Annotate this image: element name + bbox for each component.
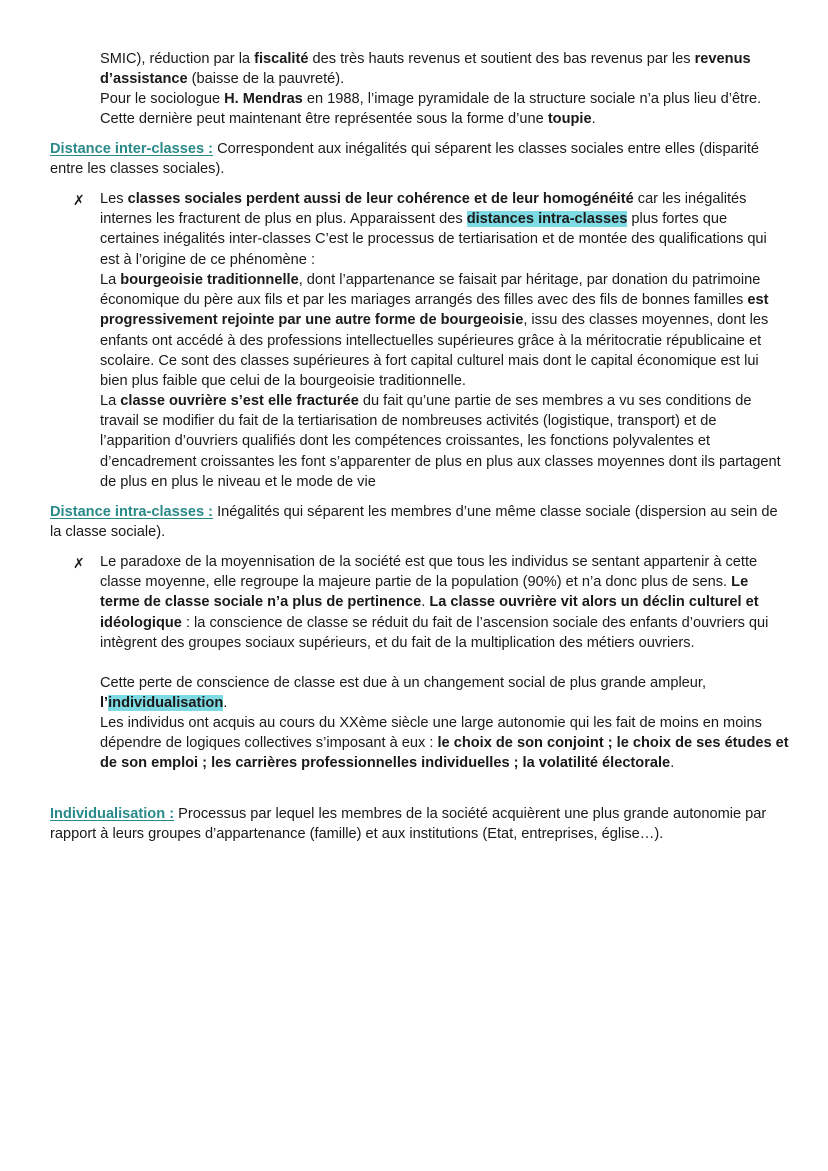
text: .	[421, 594, 430, 611]
definition-text: Inégalités qui séparent les membres d’une même classe sociale (dispersion au sein de la classe sociale).	[50, 504, 778, 541]
bullet1-paragraph-3	[100, 391, 790, 492]
definition-term: Distance inter-classes :	[50, 141, 214, 157]
bold-text: Le terme de classe sociale n’a plus de pertinence	[100, 574, 749, 611]
definition-intra-classes	[50, 502, 790, 542]
bold-text: est progressivement rejointe par une autre forme de bourgeoisie	[100, 292, 769, 329]
text: Le paradoxe de la moyennisation de la société est que tous les individus se sentant appartenir à cette classe moyenne, elle regroupe la majeure partie de la population (90%) et n’a donc plus de sens.	[100, 554, 758, 591]
bold-text: fiscalité	[254, 51, 309, 67]
text: .	[223, 695, 228, 712]
text: Les individus ont acquis au cours du XXème siècle une large autonomie qui les fait de moins en moins dépendre de logiques collectives s’imposant à eux :	[100, 715, 762, 752]
definition-term: Individualisation :	[50, 806, 175, 822]
text: en 1988, l’image pyramidale de la structure sociale n’a plus lieu d’être. Cette dernière peut maintenant être représentée sous la forme d’une	[100, 91, 762, 128]
bold-text: bourgeoisie traditionnelle	[120, 272, 299, 288]
text: .	[591, 111, 596, 128]
bullet1-paragraph-2	[100, 270, 790, 391]
cross-bullet-icon: ✗	[73, 192, 85, 208]
text: , dont l’appartenance se faisait par héritage, par donation du patrimoine économique du père aux fils et par les mariages arrangés des filles avec des fils de bonnes familles	[100, 272, 761, 309]
text: (baisse de la pauvreté).	[187, 71, 345, 88]
definition-text: Processus par lequel les membres de la société acquièrent une plus grande autonomie par rapport à leurs groupes d’appartenance (famille) et aux institutions (Etat, entreprises, église…).	[50, 806, 767, 843]
text: SMIC), réduction par la	[100, 51, 255, 67]
bold-text: toupie	[547, 111, 592, 128]
bullet2-paragraph-3	[100, 713, 790, 774]
text: car les inégalités internes les fracturent de plus en plus. Apparaissent des	[100, 191, 747, 228]
text: des très hauts revenus et soutient des bas revenus par les	[308, 51, 695, 67]
highlighted-text: individualisation	[108, 695, 224, 712]
bold-text: l’	[100, 695, 109, 712]
text: Cette perte de conscience de classe est due à un changement social de plus grande ampleur,	[100, 675, 707, 691]
bold-text: le choix de son conjoint ; le choix de ses études et de son emploi ; les carrières professionnelles individuelles ; la volatilité électorale	[100, 735, 789, 772]
definition-term: Distance intra-classes :	[50, 504, 214, 520]
text: , issu des classes moyennes, dont les enfants ont accédé à des professions intellectuelles supérieures grâce à la méritocratie républicaine et scolaire. Ce sont des classes supérieures à fort capital culturel mais dont le capital économique est lui bien plus faible que celui de la bourgeoisie traditionnelle.	[100, 312, 769, 390]
cross-bullet-icon: ✗	[73, 555, 85, 571]
intro-paragraph-1	[100, 49, 790, 89]
text: Les	[100, 191, 128, 207]
bullet2-paragraph-1	[100, 552, 790, 653]
bold-text: H. Mendras	[224, 91, 303, 107]
bold-text: classe ouvrière s’est elle fracturée	[120, 393, 359, 409]
bullet1-paragraph-1	[100, 189, 790, 270]
definition-inter-classes	[50, 139, 790, 179]
intro-paragraph-2	[100, 89, 790, 129]
bold-text: La classe ouvrière vit alors un déclin culturel et idéologique	[100, 594, 759, 631]
bold-text: classes sociales perdent aussi de leur cohérence et de leur homogénéité	[127, 191, 634, 207]
text: plus fortes que certaines inégalités inter-classes C’est le processus de tertiarisation et de montée des qualifications qui est à l’origine de ce phénomène :	[100, 211, 767, 268]
text: La	[100, 272, 121, 288]
text: du fait qu’une partie de ses membres a vu ses conditions de travail se modifier du fait de la tertiarisation de nombreuses activités (logistique, transport) et de l’apparition d’ouvriers qualifiés dont les compétences croissantes, les fonctions polyvalentes et d’encadrement croissantes les font s’apparenter de plus en plus aux classes moyennes dont ils partagent de plus en plus le niveau et le mode de vie	[100, 393, 781, 490]
text: La	[100, 393, 121, 409]
text: .	[670, 755, 675, 772]
text: : la conscience de classe se réduit du fait de l’ascension sociale des enfants d’ouvriers qui intègrent des groupes sociaux supérieurs, et du fait de la multiplication des métiers ouvriers.	[100, 614, 769, 651]
bold-text: revenus d’assistance	[100, 51, 751, 88]
bullet2-paragraph-2	[100, 673, 790, 713]
highlighted-text: distances intra-classes	[466, 211, 628, 228]
definition-individualisation	[50, 804, 790, 844]
text: Pour le sociologue	[100, 91, 225, 107]
definition-text: Correspondent aux inégalités qui séparent les classes sociales entre elles (disparité entre les classes sociales).	[50, 141, 759, 178]
